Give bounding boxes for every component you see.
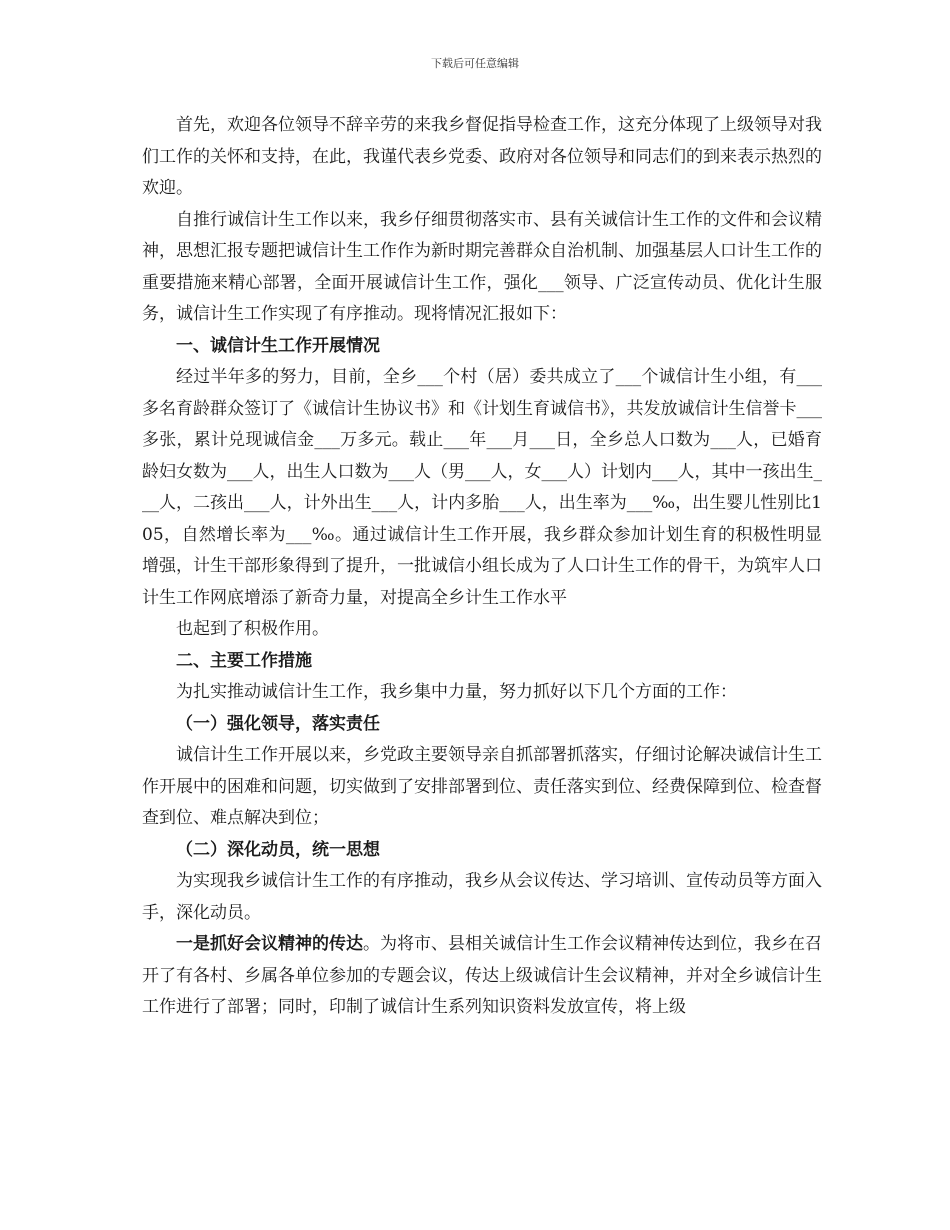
document-body bbox=[142, 110, 822, 1024]
subheading-1: （一）强化领导，落实责任 bbox=[176, 713, 380, 734]
paragraph-intro: 自推行诚信计生工作以来，我乡仔细贯彻落实市、县有关诚信计生工作的文件和会议精神，思想汇报专题把诚信计生工作作为新时期完善群众自治机制、加强基层人口计生工作的重要措施来精心部署，全面开展诚信计生工作，强化___领导、广泛宣传动员、优化计生服务，诚信计生工作实现了有序推动。现将情况汇报如下： bbox=[142, 209, 822, 324]
paragraph-meeting-lead: 一是抓好会议精神的传达 bbox=[176, 934, 363, 954]
paragraph-leadership: 诚信计生工作开展以来，乡党政主要领导亲自抓部署抓落实，仔细讨论解决诚信计生工作开展中的困难和问题，切实做到了安排部署到位、责任落实到位、经费保障到位、检查督查到位、难点解决到位； bbox=[142, 745, 822, 828]
paragraph-meeting-text: 。为将市、县相关诚信计生工作会议精神传达到位，我乡在召开了有各村、乡属各单位参加的专题会议，传达上级诚信计生会议精神，并对全乡诚信计生工作进行了部署；同时，印制了诚信计生系列知识资料发放宣传，将上级 bbox=[142, 934, 822, 1017]
paragraph-meeting bbox=[142, 929, 822, 1024]
paragraph-statistics-end: 也起到了积极作用。 bbox=[176, 619, 329, 639]
subheading-2: （二）深化动员，统一思想 bbox=[176, 839, 380, 860]
paragraph-measures-intro: 为扎实推动诚信计生工作，我乡集中力量，努力抓好以下几个方面的工作： bbox=[176, 682, 737, 702]
paragraph-mobilization: 为实现我乡诚信计生工作的有序推动，我乡从会议传达、学习培训、宣传动员等方面入手，深化动员。 bbox=[142, 871, 822, 923]
section-heading-2: 二、主要工作措施 bbox=[176, 650, 312, 671]
section-heading-1: 一、诚信计生工作开展情况 bbox=[176, 335, 380, 356]
page-header: 下载后可任意编辑 bbox=[431, 57, 519, 70]
paragraph-statistics: 经过半年多的努力，目前，全乡___个村（居）委共成立了___个诚信计生小组，有___多名育龄群众签订了《诚信计生协议书》和《计划生育诚信书》，共发放诚信计生信誉卡___多张，累计兑现诚信金___万多元。载止___年___月___日，全乡总人口数为___人，已婚育龄妇女数为___人，出生人口数为___人（男___人，女___人）计划内___人，其中一孩出生___人，二孩出___人，计外出生___人，计内多胎___人，出生率为___‰，出生婴儿性别比105，自然增长率为___‰。通过诚信计生工作开展，我乡群众参加计划生育的积极性明显增强，计生干部形象得到了提升，一批诚信小组长成为了人口计生工作的骨干，为筑牢人口计生工作网底增添了新奇力量，对提高全乡计生工作水平 bbox=[142, 367, 822, 608]
paragraph-welcome: 首先，欢迎各位领导不辞辛劳的来我乡督促指导检查工作，这充分体现了上级领导对我们工作的关怀和支持，在此，我谨代表乡党委、政府对各位领导和同志们的到来表示热烈的欢迎。 bbox=[142, 115, 822, 198]
